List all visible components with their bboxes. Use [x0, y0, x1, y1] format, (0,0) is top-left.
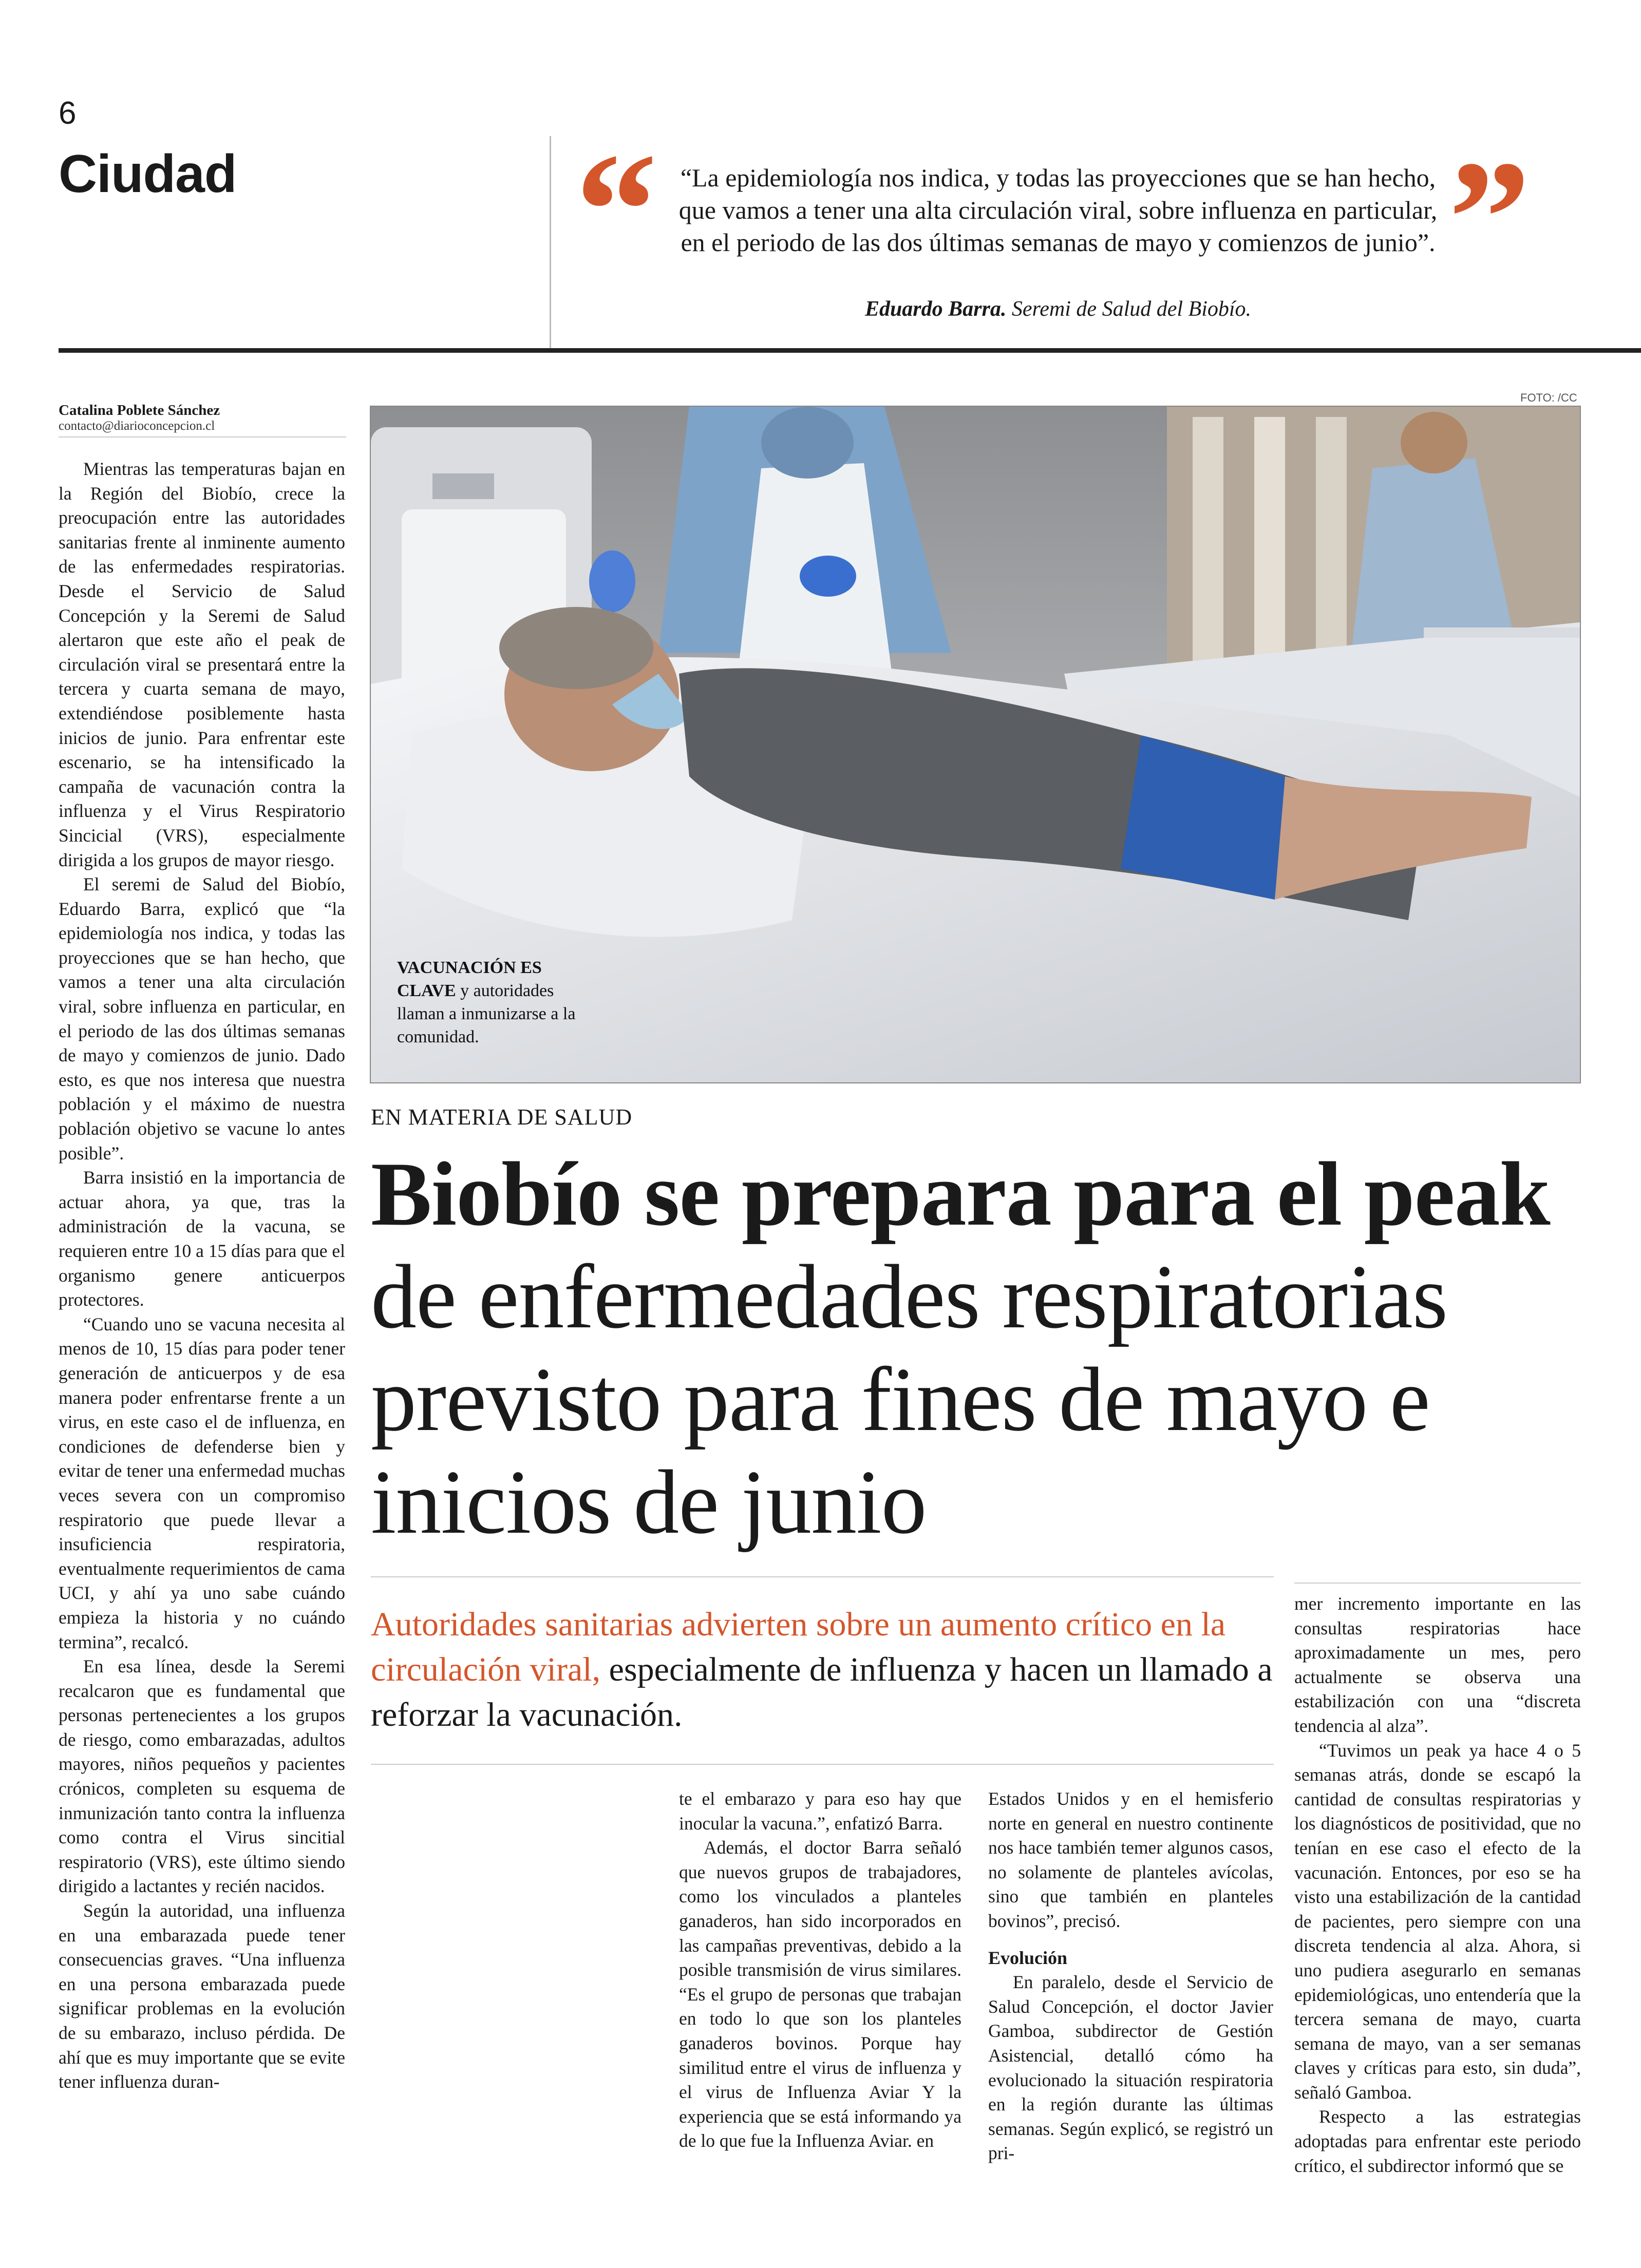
article-column-2: [679, 1787, 961, 2153]
photo-caption: [397, 956, 602, 1049]
paragraph: En paralelo, desde el Servicio de Salud Concepción, el doctor Javier Gamboa, subdirector de Gestión Asistencial, detalló cómo ha evolucionado la situación respiratoria en la región durante las últimas semanas. Según explicó, se registró un pri-: [988, 1972, 1273, 2164]
paragraph: El seremi de Salud del Biobío, Eduardo Barra, explicó que “la epidemiología nos indica, y todas las proyecciones que se han hecho, que vamos a tener una alta circulación viral, sobre influenza en particular, en el periodo de las dos últimas semanas de mayo y comienzos de junio. Dado esto, es que nos interesa que nuestra población y el máximo de nuestra población objetivo se vacune lo antes posible”.: [59, 874, 345, 1164]
paragraph: Respecto a las estrategias adoptadas para enfrentar este periodo crítico, el subdirector informó que se: [1294, 2106, 1581, 2176]
paragraph: te el embarazo y para eso hay que inocular la vacuna.”, enfatizó Barra.: [679, 1788, 961, 1834]
article-column-3: [988, 1787, 1273, 2166]
quote-role: Seremi de Salud del Biobío.: [1011, 297, 1252, 321]
quote-attribution: [668, 297, 1448, 321]
paragraph: En esa línea, desde la Seremi recalcaron que es fundamental que personas pertenecientes a los grupos de riesgo, como embarazadas, adultos mayores, niños pequeños y pacientes crónicos, completen su esquema de inmunización tanto contra la influenza como contra el Virus sincitial respiratorio (VRS), este último siendo dirigido a lactantes y recién nacidos.: [59, 1656, 345, 1897]
byline-rule: [59, 436, 346, 437]
pull-quote: “La epidemiología nos indica, y todas las proyecciones que se han hecho, que vamos a tener una alta circulación viral, sobre influenza en particular, en el periodo de las dos últimas semanas de mayo y comienzos de junio”.: [678, 163, 1438, 257]
paragraph: Barra insistió en la importancia de actuar ahora, ya que, tras la administración de la vacuna, se requieren entre 10 a 15 días para que el organismo genere anticuerpos protectores.: [59, 1167, 345, 1310]
byline: [59, 402, 346, 433]
photo-credit: FOTO: /CC: [1520, 391, 1577, 404]
subhead: [371, 1602, 1275, 1738]
subhead-rest: especialmente de influenza y hacen un llamado a reforzar la vacunación.: [371, 1651, 1273, 1733]
paragraph: Según la autoridad, una influenza en una embarazada puede tener consecuencias graves. “Una influenza en una persona embarazada puede significar problemas en la evolución de su embarazo, incluso pérdida. De ahí que es muy importante que se evite tener influenza duran-: [59, 1900, 345, 2092]
column-4-rule: [1294, 1583, 1581, 1584]
headline: [371, 1142, 1614, 1553]
paragraph: Mientras las temperaturas bajan en la Región del Biobío, crece la preocupación entre las autoridades sanitarias frente al inminente aumento de las enfermedades respiratorias. Desde el Servicio de Salud Concepción y la Seremi de Salud alertaron que este año el peak de circulación viral se presentará entre la tercera y cuarta semana de mayo, extendiéndose posiblemente hasta inicios de junio. Para enfrentar este escenario, se ha intensificado la campaña de vacunación contra la influenza y el Virus Respiratorio Sincicial (VRS), especialmente dirigida a los grupos de mayor riesgo.: [59, 459, 345, 870]
quote-author: Eduardo Barra.: [864, 297, 1007, 321]
subhead-rule-top: [371, 1576, 1274, 1577]
author-name: Catalina Poblete Sánchez: [59, 402, 220, 418]
section-heading-evolucion: Evolución: [988, 1947, 1068, 1968]
header-rule: [59, 348, 1641, 353]
section-title: Ciudad: [59, 144, 237, 204]
subhead-rule: [371, 1764, 1274, 1765]
subhead-accent: Autoridades sanitarias advierten sobre un aumento crítico en la circulación viral,: [371, 1606, 1226, 1688]
kicker: EN MATERIA DE SALUD: [371, 1104, 633, 1130]
header-divider: [550, 136, 551, 349]
caption-lead: VACUNACIÓN ES CLAVE: [397, 958, 542, 1000]
paragraph: Estados Unidos y en el hemisferio norte en general en nuestro continente nos hace también temer algunos casos, no solamente de planteles avícolas, sino que también en planteles bovinos”, precisó.: [988, 1788, 1273, 1931]
quote-close-icon: ”: [1448, 127, 1531, 309]
paragraph: “Tuvimos un peak ya hace 4 o 5 semanas atrás, donde se escapó la cantidad de consultas respiratorias y los diagnósticos de positividad, que no tenían en ese caso el efecto de la vacunación. Entonces, por eso se ha visto una estabilización de la cantidad de pacientes, pero siempre con una discreta tendencia al alza. Ahora, si uno pudiera asegurarlo en semanas epidemiológicas, uno entendería que la tercera semana de mayo, cuarta semana de mayo, van a ser semanas claves y críticas para esto, sin duda”, señaló Gamboa.: [1294, 1740, 1581, 2103]
paragraph: Además, el doctor Barra señaló que nuevos grupos de trabajadores, como los vinculados a planteles ganaderos, han sido incorporados en las campañas preventivas, debido a la posible transmisión de virus similares. “Es el grupo de personas que trabajan en todo lo que son los planteles ganaderos bovinos. Porque hay similitud entre el virus de influenza y el virus de Influenza Aviar Y la experiencia que se está informando ya de lo que fue la Influenza Aviar. en: [679, 1837, 961, 2151]
page-number: 6: [59, 96, 77, 131]
quote-open-icon: “: [575, 120, 657, 301]
paragraph: mer incremento importante en las consultas respiratorias hace aproximadamente un mes, pero actualmente se observa una estabilización con una “discreta tendencia al alza”.: [1294, 1593, 1581, 1736]
article-column-4: [1294, 1592, 1581, 2178]
paragraph: “Cuando uno se vacuna necesita al menos de 10, 15 días para poder tener generación de anticuerpos y de esa manera poder enfrentarse frente a un virus, en este caso el de influenza, en condiciones de defenderse bien y evitar de tener una enfermedad muchas veces severa con un compromiso respiratorio que puede llevar a insuficiencia respiratoria, eventualmente requerimientos de cama UCI, y ahí ya uno sabe cuándo empieza la historia y no cuándo termina”, recalcó.: [59, 1313, 345, 1652]
caption-text: y autoridades llaman a inmunizarse a la comunidad.: [397, 981, 576, 1046]
headline-rest: de enfermedades respiratorias previsto para fines de mayo e inicios de junio: [371, 1246, 1448, 1553]
article-column-1: [59, 457, 345, 2094]
author-email[interactable]: contacto@diarioconcepcion.cl: [59, 419, 215, 433]
headline-bold: Biobío se prepara para el peak: [371, 1143, 1550, 1245]
